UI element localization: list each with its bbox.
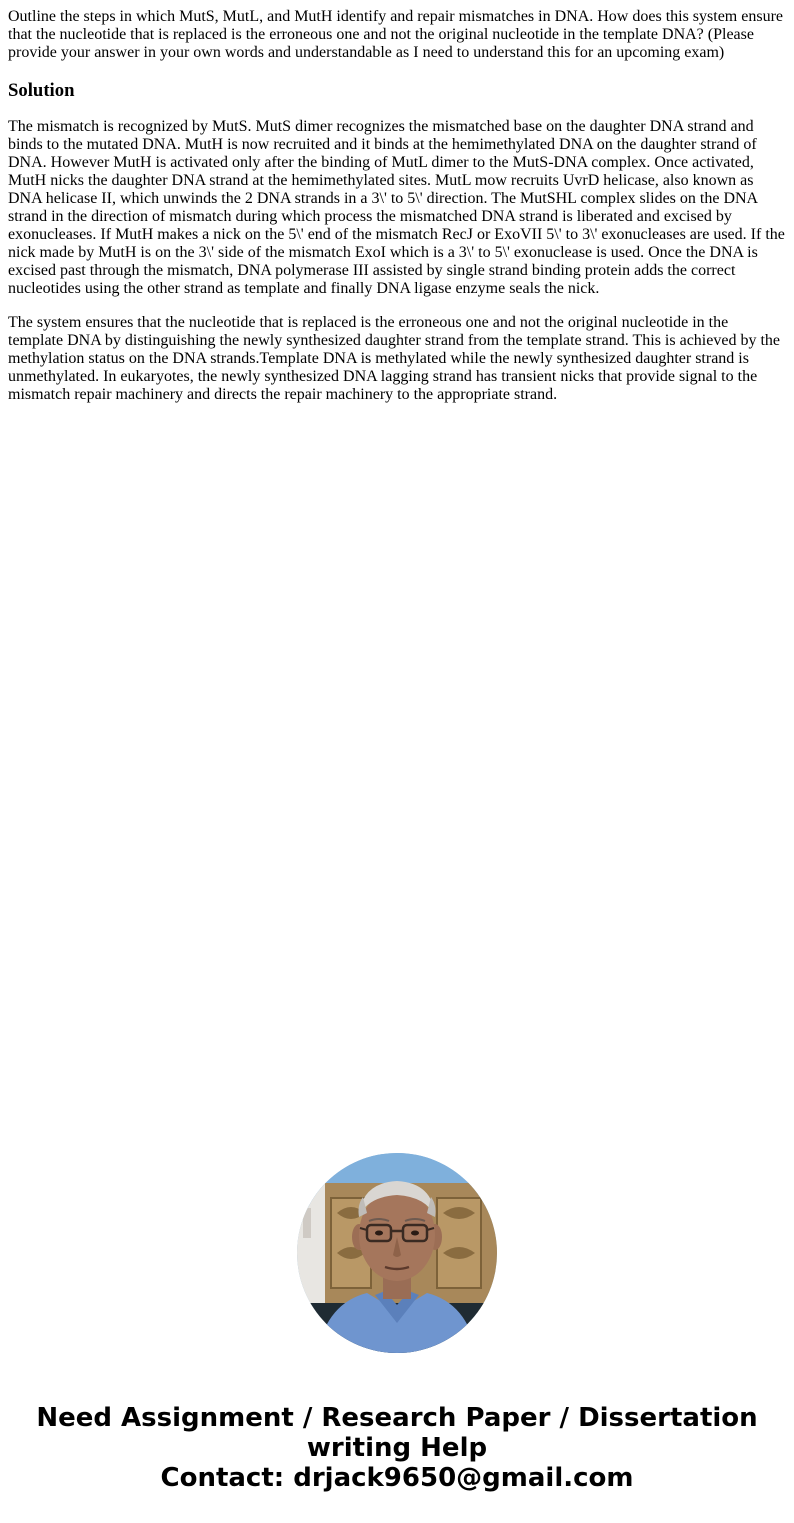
- solution-paragraph-1: The mismatch is recognized by MutS. MutS dimer recognizes the mismatched base on the daughter DNA strand and binds to the mutated DNA. MutH is now recruited and it binds at the hemimethylated DNA on the daughter strand of DNA. However MutH is activated only after the binding of MutL dimer to the MutS-DNA complex. Once activated, MutH nicks the daughter DNA strand at the hemimethylated sites. MutL mow recruits UvrD helicase, also known as DNA helicase II, which unwinds the 2 DNA strands in a 3\' to 5\' direction. The MutSHL complex slides on the DNA strand in the direction of mismatch during which process the mismatched DNA strand is liberated and excised by exonucleases. If MutH makes a nick on the 5\' end of the mismatch RecJ or ExoVII 5\' to 3\' exonucleases are used. If the nick made by MutH is on the 3\' side of the mismatch ExoI which is a 3\' to 5\' exonuclease is used. Once the DNA is excised past through the mismatch, DNA polymerase III assisted by single strand binding protein adds the correct nucleotides using the other strand as template and finally DNA ligase enzyme seals the nick.: [8, 118, 785, 297]
- footer-contact: [0, 1403, 794, 1493]
- document-body: [8, 8, 786, 420]
- person-portrait-icon: [297, 1153, 497, 1353]
- footer-headline: Need Assignment / Research Paper / Dissertation writing Help: [36, 1403, 758, 1463]
- solution-paragraph-2: The system ensures that the nucleotide that is replaced is the erroneous one and not the original nucleotide in the template DNA by distinguishing the newly synthesized daughter strand from the template strand. This is achieved by the methylation status on the DNA strands.Template DNA is methylated while the newly synthesized daughter strand is unmethylated. In eukaryotes, the newly synthesized DNA lagging strand has transient nicks that provide signal to the mismatch repair machinery and directs the repair machinery to the appropriate strand.: [8, 314, 780, 403]
- question-text: Outline the steps in which MutS, MutL, and MutH identify and repair mismatches in DNA. How does this system ensure that the nucleotide that is replaced is the erroneous one and not the original nucleotide in the template DNA? (Please provide your answer in your own words and understandable as I need to understand this for an upcoming exam): [8, 8, 784, 61]
- solution-heading: Solution: [8, 80, 75, 101]
- avatar: [297, 1153, 497, 1353]
- footer-email: Contact: drjack9650@gmail.com: [160, 1463, 634, 1493]
